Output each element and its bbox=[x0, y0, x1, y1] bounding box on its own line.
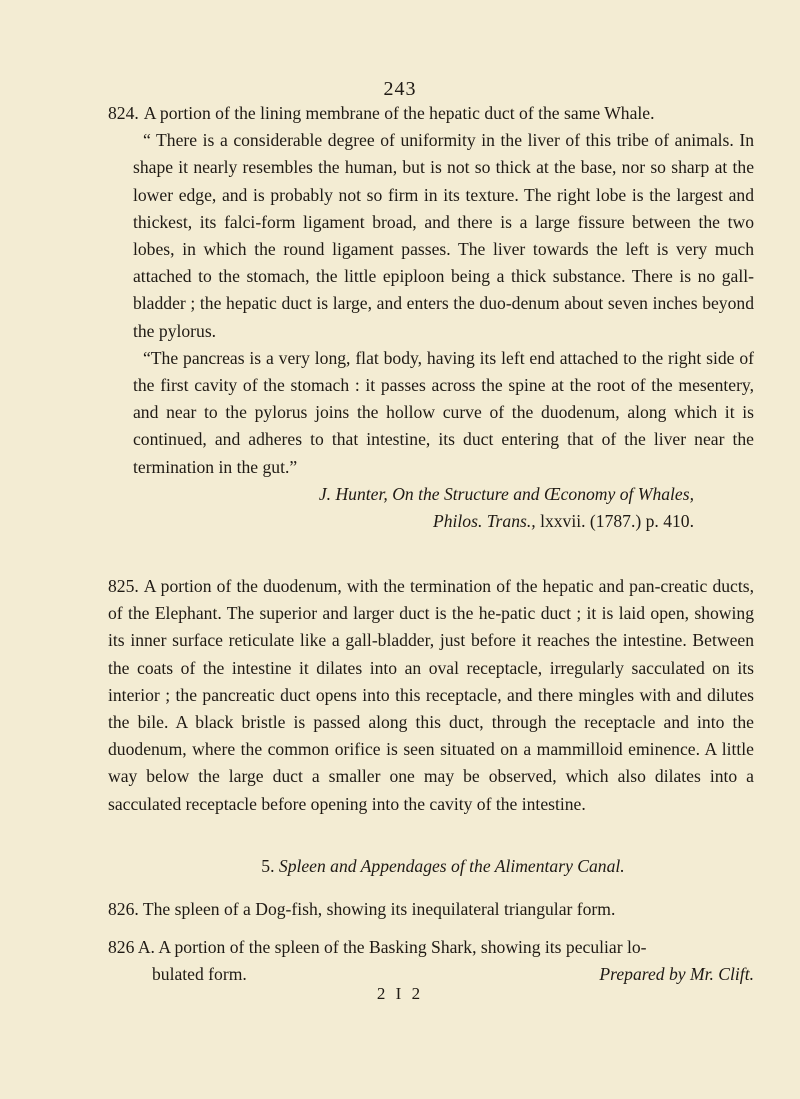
entry-825-text: A portion of the duodenum, with the termination of the hepatic and pan-creatic ducts, of the Elephant. The superior and larger duct is the he-patic duct ; it is laid open, showing its inner surface reticulate like a gall-bladder, just before it reaches the intestine. Between the coats of the intestine it dilates into an oval receptacle, irregularly sacculated on its interior ; the pancreatic duct opens into this receptacle, and there mingles with and dilutes the bile. A black bristle is passed along this duct, through the receptacle and into the duodenum, where the common orifice is seen situated on a mammilloid eminence. A little way below the large duct a smaller one may be observed, which also dilates into a sacculated receptacle before opening into the cavity of the intestine. bbox=[108, 576, 754, 814]
entry-824-text: A portion of the lining membrane of the hepatic duct of the same Whale. bbox=[143, 103, 655, 123]
section-title: Spleen and Appendages of the Alimentary Canal. bbox=[278, 856, 625, 876]
section-number: 5. bbox=[261, 856, 275, 876]
citation-author: J. Hunter, bbox=[318, 483, 388, 504]
entry-825 bbox=[108, 573, 754, 818]
entry-number: 824. bbox=[108, 103, 139, 123]
entry-number: 825. bbox=[108, 576, 139, 596]
entry-824-first bbox=[108, 100, 754, 127]
entry-826 bbox=[108, 896, 754, 923]
hunter-quote-pancreas: “The pancreas is a very long, flat body, having its left end attached to the right side of the first cavity of the stomach : it passes across the spine at the root of the mesentery, and near to the pylorus joins the hollow curve of the duodenum, along which it is continued, and adheres to that intestine, its duct entering that of the liver near the termination in the gut.” bbox=[133, 347, 754, 477]
entry-824 bbox=[108, 100, 754, 535]
preparer-credit: Prepared by Mr. Clift. bbox=[599, 964, 754, 985]
entry-826-text: The spleen of a Dog-fish, showing its inequilateral triangular form. bbox=[142, 899, 616, 919]
page-number: 243 bbox=[383, 78, 417, 100]
entry-number: 826 A. bbox=[108, 937, 155, 957]
citation-title: On the Structure and Œconomy of Whales, bbox=[392, 483, 694, 504]
entry-826a-text-cont: bulated form. bbox=[152, 964, 247, 985]
entry-826a bbox=[108, 934, 754, 988]
entry-825-para bbox=[108, 573, 754, 818]
entry-826a-line1 bbox=[108, 934, 754, 961]
printer-signature: 2 I 2 bbox=[376, 984, 424, 1003]
citation-volume: lxxvii. (1787.) p. 410. bbox=[540, 511, 694, 532]
hunter-quote-liver: “ There is a considerable degree of uniformity in the liver of this tribe of animals. In shape it nearly resembles the human, but is not so thick at the base, nor so sharp at the lower edge, and is probably not so firm in its texture. The right lobe is the largest and thickest, its falci-form ligament broad, and there is a large fissure between the two lobes, in which the round ligament passes. The liver towards the left is very much attached to the stomach, the little epiploon being a thick substance. There is no gall-bladder ; the hepatic duct is large, and enters the duo-denum about seven inches beyond the pylorus. bbox=[133, 130, 754, 341]
entry-826a-text: A portion of the spleen of the Basking Shark, showing its peculiar lo- bbox=[158, 937, 647, 957]
entry-number: 826. bbox=[108, 899, 139, 919]
citation bbox=[108, 481, 754, 535]
citation-journal: Philos. Trans., bbox=[432, 511, 536, 532]
section-heading bbox=[133, 856, 753, 877]
